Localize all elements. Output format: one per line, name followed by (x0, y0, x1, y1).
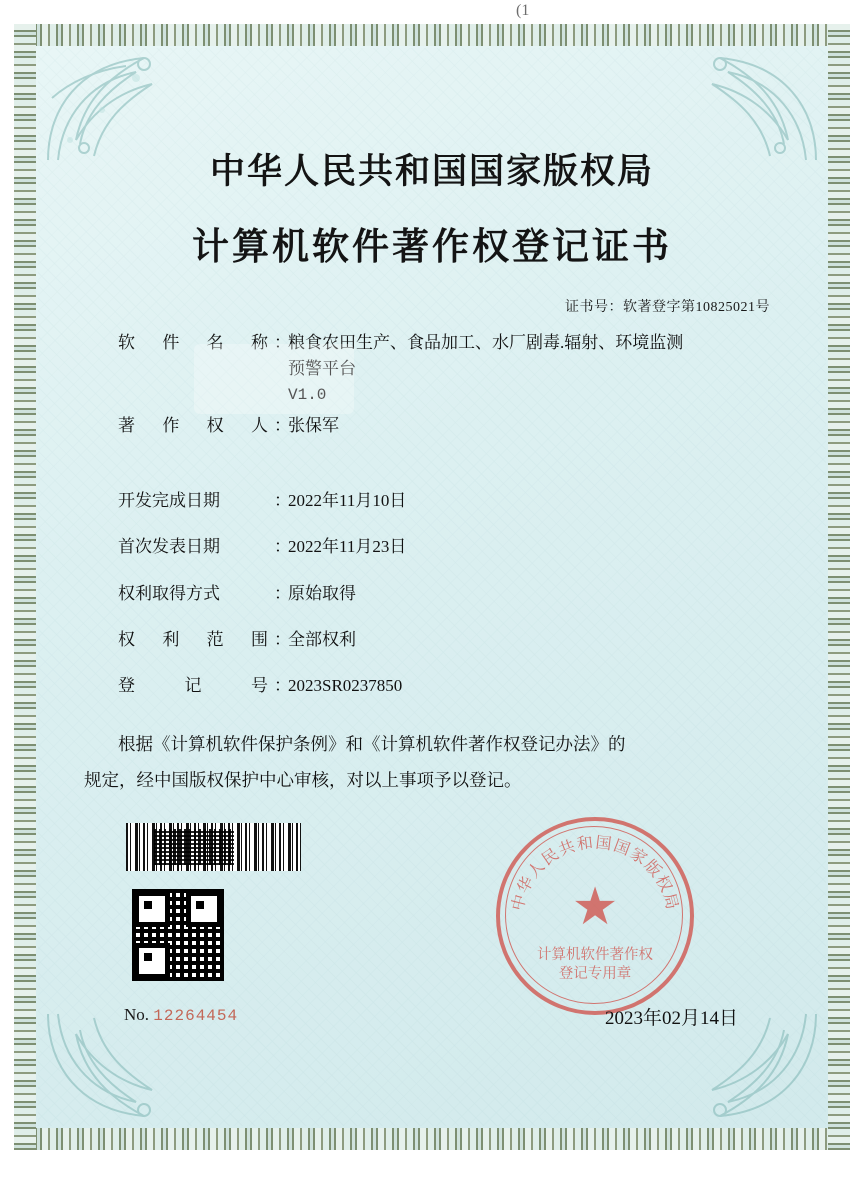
serial-number: 12264454 (153, 1007, 239, 1026)
border-left (14, 24, 36, 1150)
certificate-number-value: 软著登字第10825021号 (623, 300, 770, 315)
field-registration-number (118, 673, 790, 699)
statement-line-2: 规定，经中国版权保护中心审核，对以上事项予以登记。 (84, 770, 522, 791)
serial-number-line (124, 1005, 238, 1025)
seal-star-icon: ★ (571, 879, 619, 937)
qr-finder-icon (134, 891, 170, 927)
field-value: 2022年11月10日 (288, 490, 407, 510)
field-value: 全部权利 (288, 629, 356, 649)
field-development-completion-date (118, 488, 790, 514)
software-name-line1: 粮食农田生产、食品加工、水厂剧毒.辐射、环境监测 (288, 333, 684, 352)
field-value: 原始取得 (288, 583, 356, 603)
field-colon: ： (274, 416, 291, 436)
barcode (126, 823, 301, 871)
field-label: 权利范围 (118, 629, 268, 649)
issue-date: 2023年02月14日 (604, 1008, 738, 1030)
qr-finder-icon (134, 943, 170, 979)
certificate-number-label: 证书号： (565, 300, 623, 315)
official-seal (496, 817, 694, 1015)
issuer-title: 中华人民共和国国家版权局 (209, 152, 654, 191)
field-value: 张保军 (288, 416, 339, 436)
certificate-fields (74, 330, 790, 700)
seal-arc-label: 中华人民共和国国家版权局 (509, 834, 681, 913)
field-label: 著作权人 (118, 416, 268, 436)
field-colon: ： (274, 629, 291, 649)
field-label: 登记号 (118, 676, 268, 696)
field-first-publication-date (118, 534, 790, 560)
field-software-name (118, 330, 790, 407)
field-value (288, 330, 790, 407)
statement-text-1: 根据《计算机软件保护条例》和《计算机软件著作权登记办法》的 (118, 733, 626, 754)
field-colon: ： (274, 333, 291, 352)
serial-label: No. (124, 1005, 150, 1025)
field-label: 首次发表日期 (118, 537, 220, 557)
field-label: 开发完成日期 (118, 490, 220, 510)
software-version: V1.0 (288, 385, 327, 404)
qr-finder-icon (186, 891, 222, 927)
field-colon: ： (274, 490, 291, 510)
certificate-number-line (74, 296, 790, 316)
registration-statement (74, 726, 790, 800)
certificate-title: 计算机软件著作权登记证书 (192, 227, 672, 268)
page-top-mark: (1 (516, 2, 530, 19)
border-bottom (14, 1128, 850, 1150)
field-rights-acquisition-method (118, 581, 790, 607)
seal-bottom-text (500, 946, 690, 985)
border-right (828, 24, 850, 1150)
certificate-content (74, 94, 790, 1094)
field-label: 软件名称 (118, 333, 268, 352)
border-top (14, 24, 850, 46)
seal-bottom-line-1: 计算机软件著作权 (537, 946, 653, 963)
field-label: 权利取得方式 (118, 583, 220, 603)
seal-bottom-line-2: 登记专用章 (558, 966, 632, 983)
field-colon: ： (274, 583, 291, 603)
field-spacer (118, 446, 790, 488)
qr-code (132, 889, 224, 981)
certificate-footer (74, 817, 790, 1047)
statement-line-1 (84, 726, 776, 763)
certificate-card (14, 24, 850, 1150)
field-value: 2023SR0237850 (288, 676, 403, 696)
field-colon: ： (274, 676, 291, 696)
field-value: 2022年11月23日 (288, 537, 407, 557)
field-colon: ： (274, 537, 291, 557)
field-copyright-owner (118, 413, 790, 439)
software-name-line2: 预警平台 (288, 359, 356, 379)
field-rights-scope (118, 627, 790, 653)
